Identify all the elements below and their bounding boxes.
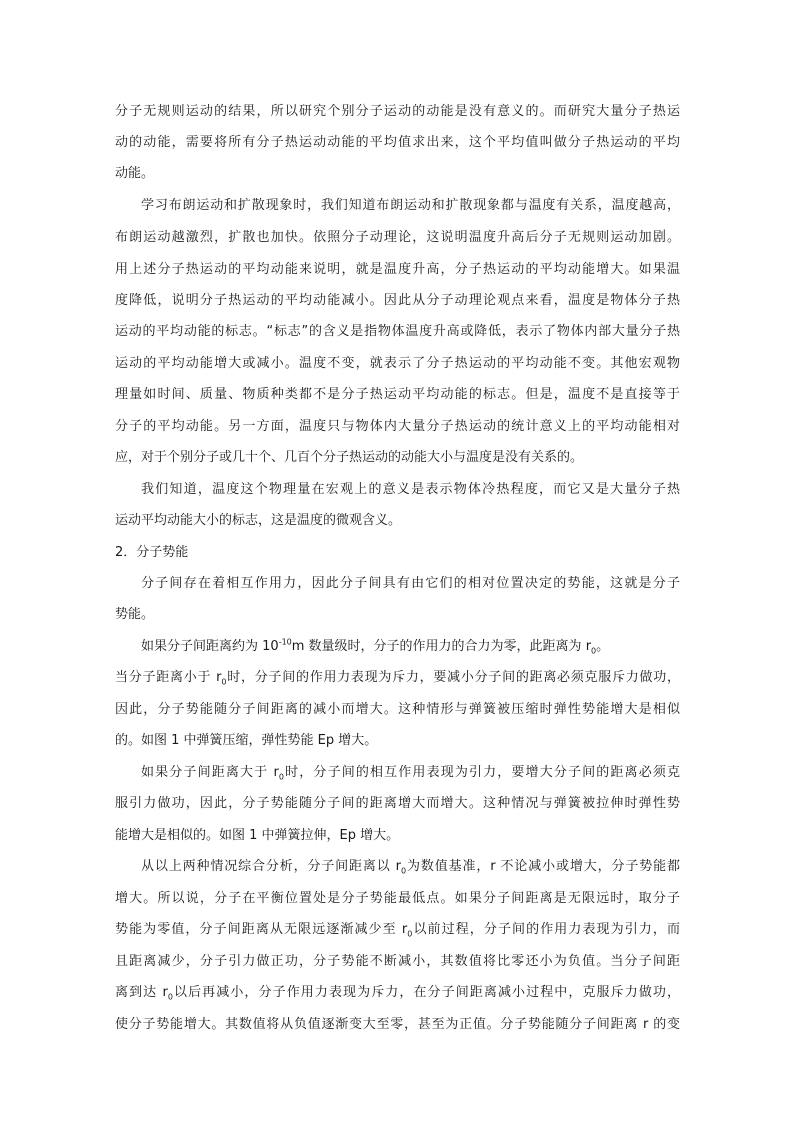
text-span: 以前过程，分子间的作用力表现为引力，而 <box>412 922 680 937</box>
text-line: 理量如时间、质量、物质种类都不是分子热运动平均动能的标志。但是，温度不是直接等于 <box>115 387 680 402</box>
text-span: 的。如图 1 中弹簧压缩，弹性势能 Ep 增大。 <box>115 733 378 748</box>
text-line: 用上述分子热运动的平均动能来说明，就是温度升高，分子热运动的平均动能增大。如果温 <box>115 262 680 277</box>
subscript: 0 <box>278 772 284 782</box>
text-span: 势能为零值，分子间距离从无限远逐渐减少至 r <box>115 922 408 937</box>
subscript: 0 <box>591 646 597 656</box>
text-line: 分子的平均动能。另一方面，温度只与物体内大量分子热运动的统计意义上的平均动能相对 <box>115 419 680 434</box>
text-line: 运动的平均动能增大或减小。温度不变，就表示了分子热运动的平均动能不变。其他宏观物 <box>115 356 680 371</box>
text-line <box>141 631 609 663</box>
subscript: 0 <box>401 866 407 876</box>
text-span: 因此，分子势能随分子间距离的减小而增大。这种情形与弹簧被压缩时弹性势能增大是相似 <box>115 702 680 717</box>
text-line: 分子无规则运动的结果，所以研究个别分子运动的动能是没有意义的。而研究大量分子热运 <box>115 104 680 119</box>
text-span: 为数值基准，r 不论减小或增大，分子势能都 <box>406 859 680 874</box>
text-span: 增大。所以说，分子在平衡位置处是分子势能最低点。如果分子间距离是无限远时，取分子 <box>115 891 680 906</box>
subscript: 0 <box>407 929 413 939</box>
text-line <box>115 946 680 978</box>
text-span: 当分子距离小于 r <box>115 670 222 685</box>
text-line: 学习布朗运动和扩散现象时，我们知道布朗运动和扩散现象都与温度有关系，温度越高， <box>141 198 680 213</box>
text-line <box>115 694 680 726</box>
text-line <box>141 757 680 789</box>
text-line: 运动的平均动能的标志。“标志”的含义是指物体温度升高或降低，表示了物体内部大量分子热 <box>115 324 680 339</box>
section-heading: 2．分子势能 <box>115 545 189 560</box>
text-line: 势能。 <box>115 607 155 622</box>
text-span: 如果分子间距离大于 r <box>141 765 279 780</box>
text-span: 以后再减小，分子作用力表现为斥力，在分子间距离减小过程中，克服斥力做功， <box>172 985 680 1000</box>
text-span: 时，分子间的相互作用表现为引力，要增大分子间的距离必须克 <box>284 765 680 780</box>
text-line: 我们知道，温度这个物理量在宏观上的意义是表示物体冷热程度，而它又是大量分子热 <box>141 482 680 497</box>
text-line <box>115 788 680 820</box>
text-span: 时，分子间的作用力表现为斥力，要减小分子间的距离必须克服斥力做功， <box>226 670 680 685</box>
text-line <box>115 1009 680 1041</box>
text-line: 布朗运动越激烈，扩散也加快。依照分子动理论，这说明温度升高后分子无规则运动加剧。 <box>115 230 680 245</box>
text-line <box>115 820 399 852</box>
text-line: 分子间存在着相互作用力，因此分子间具有由它们的相对位置决定的势能，这就是分子 <box>141 576 680 591</box>
text-line <box>141 851 680 883</box>
text-line: 度降低，说明分子热运动的平均动能减小。因此从分子动理论观点来看，温度是物体分子热 <box>115 293 680 308</box>
subscript: 0 <box>167 992 173 1002</box>
text-line <box>115 725 377 757</box>
text-line <box>115 883 680 915</box>
text-span: 。 <box>596 639 610 654</box>
text-line <box>115 977 680 1009</box>
exponent: -10 <box>278 637 292 647</box>
text-span: m 数量级时，分子的作用力的合力为零，此距离为 r <box>291 639 592 654</box>
subscript: 0 <box>221 677 227 687</box>
text-span: 如果分子间距离约为 10 <box>141 639 279 654</box>
text-span: 服引力做功，因此，分子势能随分子间的距离增大而增大。这种情况与弹簧被拉伸时弹性势 <box>115 796 680 811</box>
text-line: 动能。 <box>115 166 155 181</box>
text-line <box>115 662 680 694</box>
text-span: 能增大是相似的。如图 1 中弹簧拉伸，Ep 增大。 <box>115 828 400 843</box>
text-span: 从以上两种情况综合分析，分子间距离以 r <box>141 859 402 874</box>
text-line: 应，对于个别分子或几十个、几百个分子热运动的动能大小与温度是没有关系的。 <box>115 450 584 465</box>
text-span: 使分子势能增大。其数值将从负值逐渐变大至零，甚至为正值。分子势能随分子间距离 r 的变 <box>115 1017 680 1032</box>
text-line <box>115 914 680 946</box>
text-span: 离到达 r <box>115 985 168 1000</box>
text-span: 且距离减少，分子引力做正功，分子势能不断减小，其数值将比零还小为负值。当分子间距 <box>115 954 680 969</box>
text-line: 运动平均动能大小的标志，这是温度的微观含义。 <box>115 513 402 528</box>
text-line: 动的动能，需要将所有分子热运动动能的平均值求出来，这个平均值叫做分子热运动的平均 <box>115 135 680 150</box>
